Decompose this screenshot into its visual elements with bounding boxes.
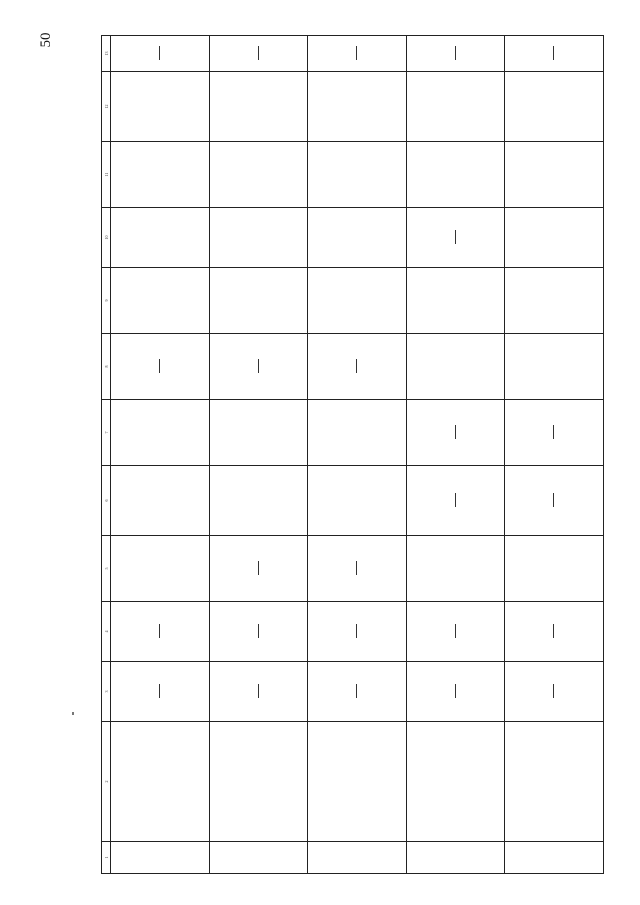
dash-mark [356, 625, 357, 639]
dash-mark [159, 685, 160, 699]
page-number: 50 [38, 32, 54, 48]
table-cell [308, 268, 407, 334]
row-number [111, 842, 210, 874]
table-row [111, 36, 210, 874]
address-cell [406, 722, 505, 842]
table-cell [111, 400, 210, 466]
table-cell [505, 400, 604, 466]
dash-mark [159, 47, 160, 61]
address-cell [505, 722, 604, 842]
dash-mark [553, 685, 554, 699]
table-cell [505, 536, 604, 602]
table-cell [505, 662, 604, 722]
column-number: 12 [102, 72, 111, 142]
table-cell [308, 466, 407, 536]
table-cell [406, 334, 505, 400]
table-cell [209, 400, 308, 466]
table-cell [406, 208, 505, 268]
table-cell [308, 72, 407, 142]
table-cell [209, 208, 308, 268]
table-cell [308, 602, 407, 662]
table-cell [111, 662, 210, 722]
table-cell [505, 142, 604, 208]
table-cell [209, 334, 308, 400]
table-cell [406, 602, 505, 662]
dash-mark [455, 231, 456, 245]
column-number: 4 [102, 602, 111, 662]
table-cell [111, 72, 210, 142]
table-row [505, 36, 604, 874]
dash-mark [258, 685, 259, 699]
table-cell [505, 602, 604, 662]
table-cell [111, 536, 210, 602]
dash-mark [159, 625, 160, 639]
column-number-row [102, 36, 111, 874]
table-cell [209, 268, 308, 334]
table-cell [209, 662, 308, 722]
table-row [308, 36, 407, 874]
table-cell [308, 536, 407, 602]
table-cell [406, 142, 505, 208]
dash-mark [553, 426, 554, 440]
table-cell [308, 142, 407, 208]
data-table [101, 35, 604, 874]
table-cell [308, 208, 407, 268]
scan-mark [72, 712, 74, 715]
table-cell [406, 36, 505, 72]
column-number: 7 [102, 400, 111, 466]
table-cell [406, 536, 505, 602]
dash-mark [553, 494, 554, 508]
column-number: 3 [102, 662, 111, 722]
address-cell [308, 722, 407, 842]
table-cell [406, 662, 505, 722]
dash-mark [258, 562, 259, 576]
table-cell [406, 466, 505, 536]
dash-mark [258, 360, 259, 374]
column-number: 9 [102, 268, 111, 334]
dash-mark [159, 360, 160, 374]
table-cell [209, 602, 308, 662]
table-cell [209, 142, 308, 208]
dash-mark [553, 47, 554, 61]
table-cell [505, 72, 604, 142]
row-number [209, 842, 308, 874]
table-cell [308, 334, 407, 400]
table-cell [209, 466, 308, 536]
table-cell [308, 662, 407, 722]
table-cell [111, 334, 210, 400]
rotated-table-wrapper [101, 36, 604, 874]
table-cell [505, 208, 604, 268]
table-cell [406, 72, 505, 142]
table-cell [406, 268, 505, 334]
dash-mark [553, 625, 554, 639]
column-number: 11 [102, 142, 111, 208]
table-cell [308, 400, 407, 466]
row-number [406, 842, 505, 874]
dash-mark [455, 47, 456, 61]
table-cell [111, 466, 210, 536]
dash-mark [356, 685, 357, 699]
table-cell [111, 142, 210, 208]
dash-mark [356, 47, 357, 61]
table-cell [308, 36, 407, 72]
dash-mark [258, 47, 259, 61]
address-cell [111, 722, 210, 842]
column-number: 2 [102, 722, 111, 842]
dash-mark [455, 426, 456, 440]
dash-mark [455, 685, 456, 699]
dash-mark [258, 625, 259, 639]
table-row [209, 36, 308, 874]
column-number: 6 [102, 466, 111, 536]
column-number: 8 [102, 334, 111, 400]
table-cell [505, 334, 604, 400]
table-cell [111, 268, 210, 334]
row-number [505, 842, 604, 874]
table-cell [505, 268, 604, 334]
column-number: 1 [102, 842, 111, 874]
table-cell [111, 36, 210, 72]
table-row [406, 36, 505, 874]
table-cell [505, 36, 604, 72]
row-number [308, 842, 407, 874]
table-cell [209, 36, 308, 72]
table-cell [209, 536, 308, 602]
column-number: 13 [102, 36, 111, 72]
table-cell [111, 602, 210, 662]
address-cell [209, 722, 308, 842]
table-cell [406, 400, 505, 466]
table-cell [209, 72, 308, 142]
dash-mark [455, 494, 456, 508]
dash-mark [455, 625, 456, 639]
column-number: 10 [102, 208, 111, 268]
table-cell [505, 466, 604, 536]
table-cell [111, 208, 210, 268]
dash-mark [356, 562, 357, 576]
column-number: 5 [102, 536, 111, 602]
dash-mark [356, 360, 357, 374]
